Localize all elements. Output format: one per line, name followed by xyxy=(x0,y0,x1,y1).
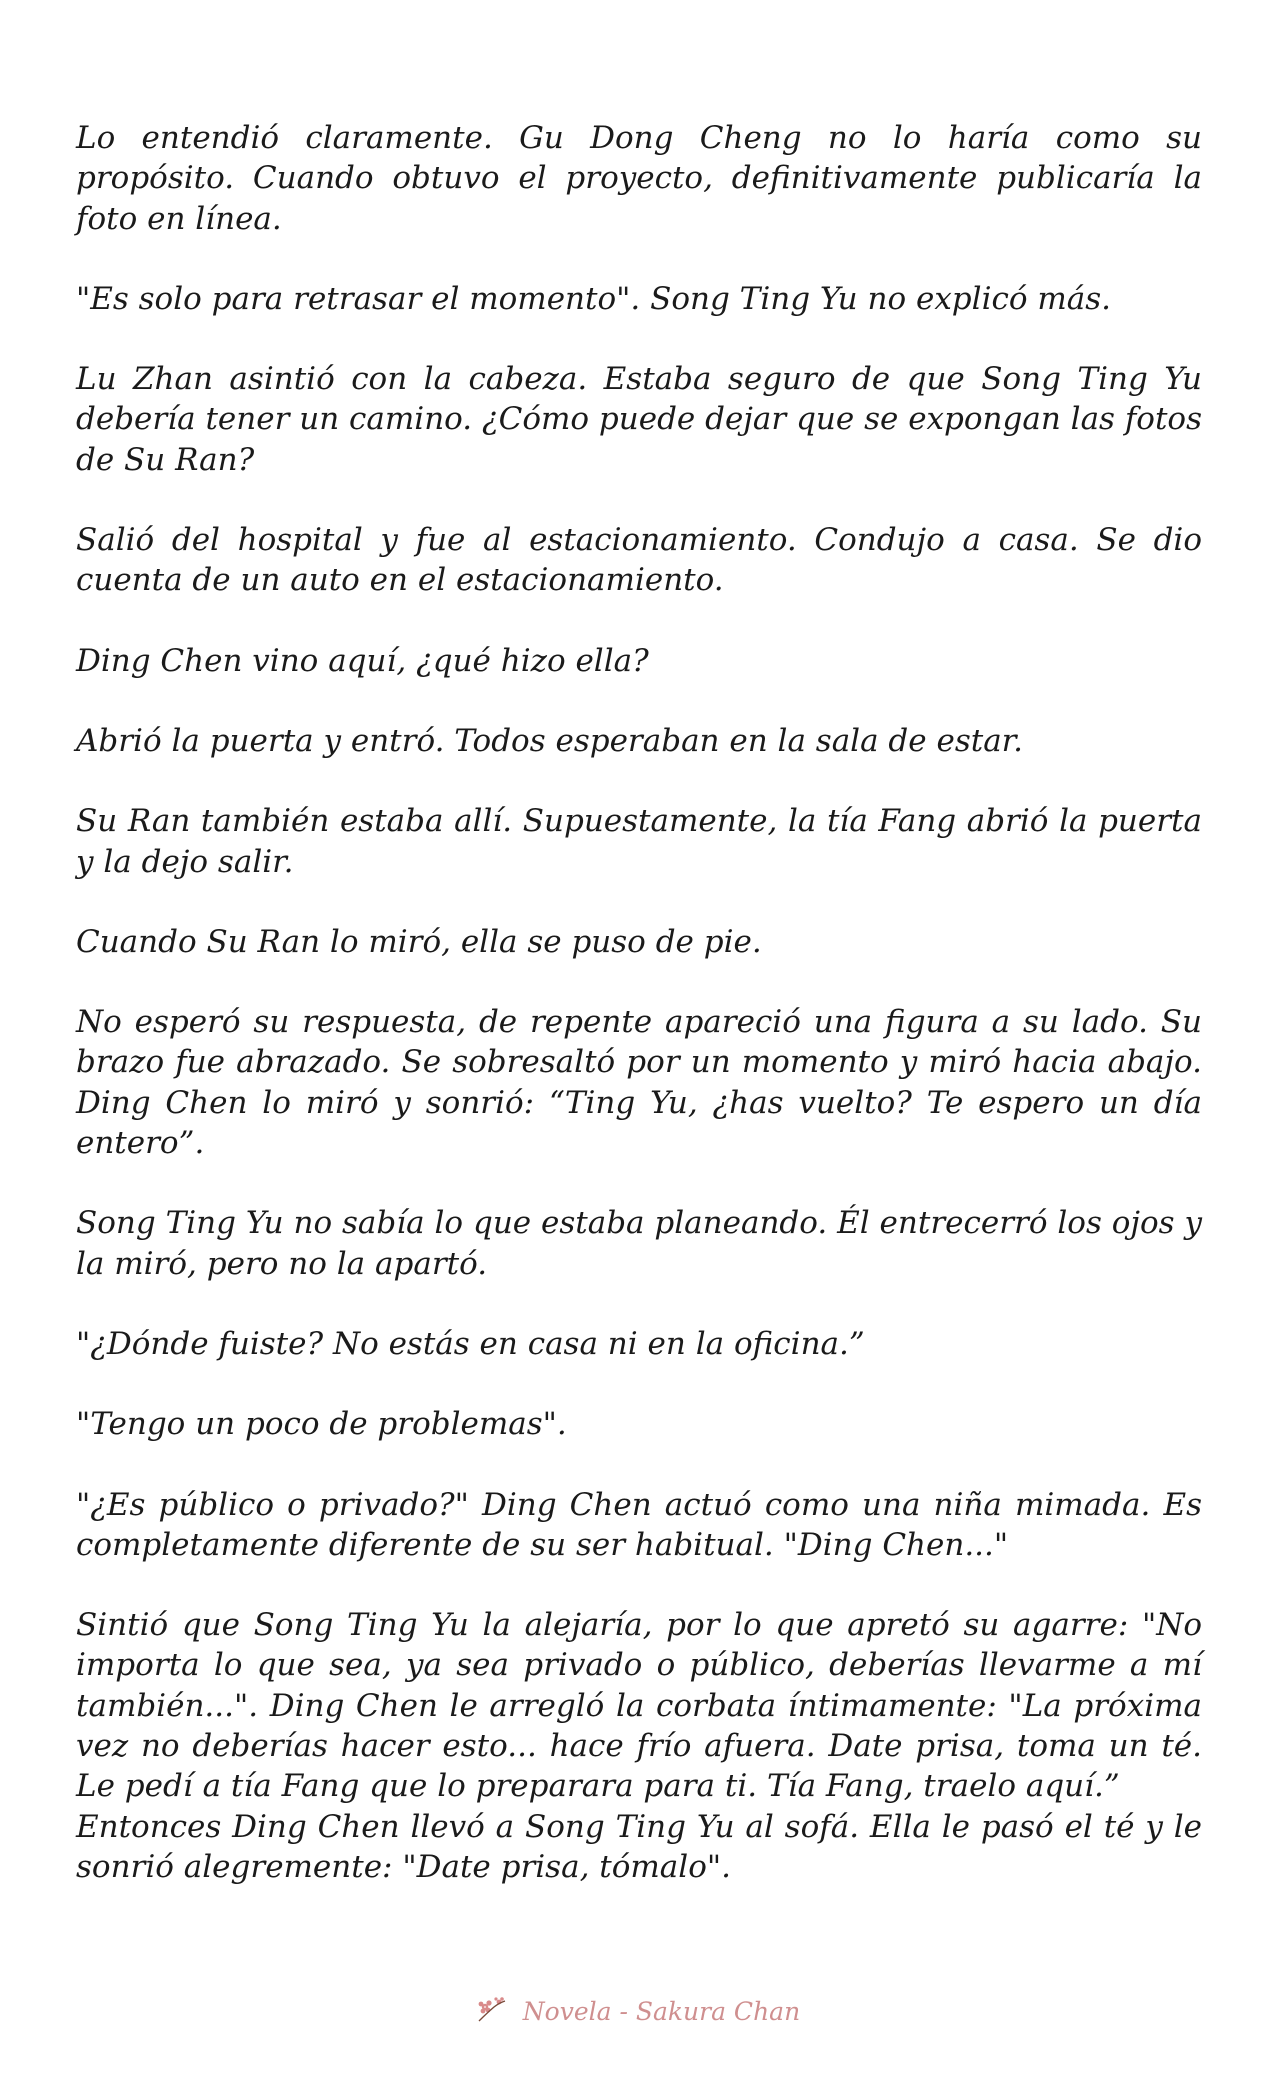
paragraph: No esperó su respuesta, de repente apareció una figura a su lado. Su brazo fue abrazado. Se sobresaltó por un momento y miró hacia abajo. Ding Chen lo miró y sonrió: “Ting Yu, ¿has vuelto? Te espero un día entero”. xyxy=(76,1004,1202,1162)
paragraph: Lo entendió claramente. Gu Dong Cheng no lo haría como su propósito. Cuando obtuvo el proyecto, definitivamente publicaría la foto en línea. xyxy=(76,120,1202,237)
paragraph: Entonces Ding Chen llevó a Song Ting Yu al sofá. Ella le pasó el té y le sonrió alegremente: "Date prisa, tómalo". xyxy=(76,1808,1202,1885)
footer-text: Novela - Sakura Chan xyxy=(522,1997,801,2026)
paragraph: Ding Chen vino aquí, ¿qué hizo ella? xyxy=(76,642,649,679)
sakura-flower-icon xyxy=(475,1995,509,2025)
paragraph: Sintió que Song Ting Yu la alejaría, por lo que apretó su agarre: "No importa lo que sea, ya sea privado o público, deberías llevarme a mí también...". Ding Chen le arregló la corbata íntimamente: "La próxima vez no deberías hacer esto... hace frío afuera. Date prisa, toma un té. Le pedí a tía Fang que lo preparara para ti. Tía Fang, traelo aquí.” xyxy=(76,1607,1202,1805)
paragraph: Cuando Su Ran lo miró, ella se puso de pie. xyxy=(76,923,762,960)
paragraph: "¿Dónde fuiste? No estás en casa ni en la oficina.” xyxy=(76,1325,865,1362)
paragraph: "Tengo un poco de problemas". xyxy=(76,1406,567,1443)
document-body xyxy=(76,118,1202,1887)
paragraph: "Es solo para retrasar el momento". Song Ting Yu no explicó más. xyxy=(76,280,1112,317)
footer-watermark xyxy=(0,1995,1275,2026)
paragraph: Salió del hospital y fue al estacionamiento. Condujo a casa. Se dio cuenta de un auto en el estacionamiento. xyxy=(76,522,1202,599)
paragraph: Su Ran también estaba allí. Supuestamente, la tía Fang abrió la puerta y la dejo salir. xyxy=(76,803,1202,880)
paragraph: Song Ting Yu no sabía lo que estaba planeando. Él entrecerró los ojos y la miró, pero no la apartó. xyxy=(76,1205,1202,1282)
paragraph: Lu Zhan asintió con la cabeza. Estaba seguro de que Song Ting Yu debería tener un camino. ¿Cómo puede dejar que se expongan las fotos de Su Ran? xyxy=(76,361,1202,478)
paragraph: Abrió la puerta y entró. Todos esperaban en la sala de estar. xyxy=(76,722,1023,759)
paragraph: "¿Es público o privado?" Ding Chen actuó como una niña mimada. Es completamente diferente de su ser habitual. "Ding Chen..." xyxy=(76,1486,1202,1563)
